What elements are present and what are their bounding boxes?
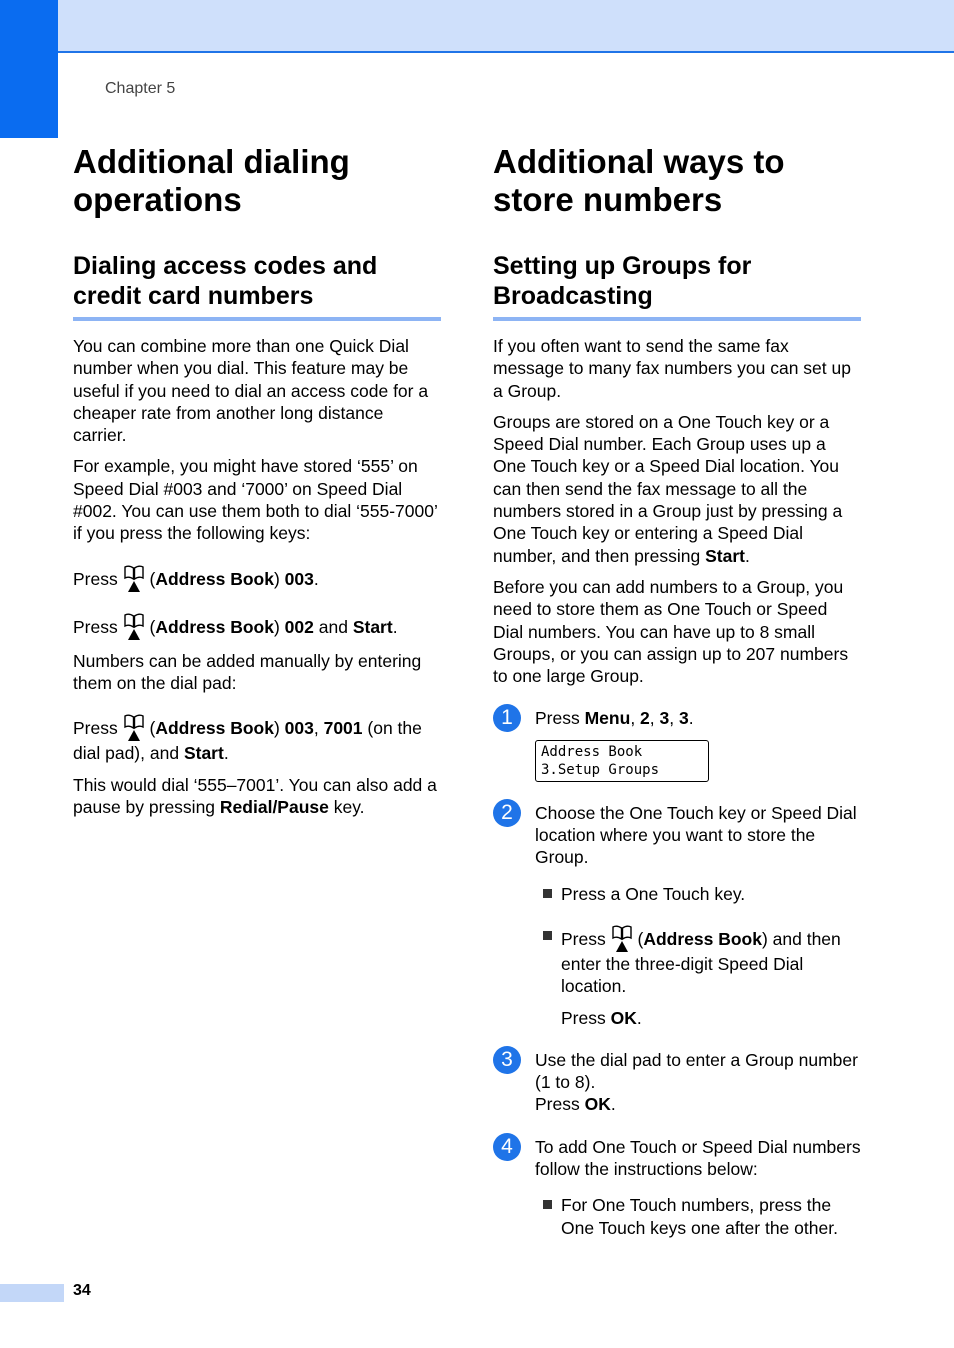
bullet-item: For One Touch numbers, press the One Touch keys one after the other.	[493, 1194, 861, 1239]
address-book-icon	[611, 925, 633, 953]
step-number-badge: 4	[493, 1133, 521, 1161]
page-number: 34	[73, 1282, 91, 1299]
bullet-item: Press (Address Book) and then enter the three-digit Speed Dial location.	[493, 925, 861, 998]
step-3: 3 Use the dial pad to enter a Group number (1 to 8). Press OK.	[493, 1049, 861, 1116]
subsection-title: Dialing access codes and credit card numbers	[73, 251, 441, 321]
step-4: 4 To add One Touch or Speed Dial numbers follow the instructions below:	[493, 1136, 861, 1181]
subsection-title: Setting up Groups for Broadcasting	[493, 251, 861, 321]
address-book-icon	[123, 613, 145, 641]
chapter-tab	[0, 0, 58, 138]
paragraph: Numbers can be added manually by entering them on the dial pad:	[73, 650, 422, 693]
bullet-square-icon	[543, 1200, 552, 1209]
bullet-square-icon	[543, 931, 552, 940]
key-sequence: Press (Address Book) 002 and Start.	[73, 613, 441, 641]
section-title: Additional ways to store numbers	[493, 143, 785, 218]
step-number-badge: 3	[493, 1046, 521, 1074]
key-sequence: Press (Address Book) 003, 7001 (on the dial pad), and Start.	[73, 714, 441, 764]
section-title: Additional dialing operations	[73, 143, 350, 218]
paragraph: If you often want to send the same fax message to many fax numbers you can set up a Group.	[493, 336, 851, 401]
right-column	[493, 143, 861, 1239]
address-book-icon	[123, 565, 145, 593]
header-band	[0, 0, 954, 53]
key-sequence: Press (Address Book) 003.	[73, 565, 441, 593]
step-2: 2 Choose the One Touch key or Speed Dial location where you want to store the Group.	[493, 802, 861, 869]
press-ok-line: Press OK.	[561, 1007, 642, 1028]
left-column	[73, 143, 441, 818]
step-number-badge: 2	[493, 799, 521, 827]
paragraph: Groups are stored on a One Touch key or a Speed Dial number. Each Group uses up a One Touch key or a Speed Dial location. You can then send the fax message to all the numbers stored in a Group just by pressing a One Touch key or entering a Speed Dial number, and then pressing Start.	[493, 411, 843, 566]
lcd-display: Address Book 3.Setup Groups	[535, 740, 709, 782]
paragraph: Before you can add numbers to a Group, you need to store them as One Touch or Speed Dial numbers. You can have up to 8 small Groups, or you can assign up to 207 numbers to one large Group.	[493, 576, 849, 687]
bullet-square-icon	[543, 889, 552, 898]
paragraph: You can combine more than one Quick Dial number when you dial. This feature may be useful if you need to dial an access code for a cheaper rate from another long distance carrier.	[73, 336, 429, 446]
paragraph: For example, you might have stored ‘555’ on Speed Dial #003 and ‘7000’ on Speed Dial #002. You can use them both to dial ‘555-7000’ if you press the following keys:	[73, 456, 438, 544]
chapter-label: Chapter 5	[105, 80, 176, 97]
step-number-badge: 1	[493, 704, 521, 732]
paragraph: This would dial ‘555–7001’. You can also add a pause by pressing Redial/Pause key.	[73, 774, 437, 817]
footer-tab	[0, 1284, 64, 1302]
bullet-item: Press a One Touch key.	[493, 883, 861, 905]
address-book-icon	[123, 714, 145, 742]
step-1: 1 Press Menu, 2, 3, 3.	[493, 707, 861, 729]
